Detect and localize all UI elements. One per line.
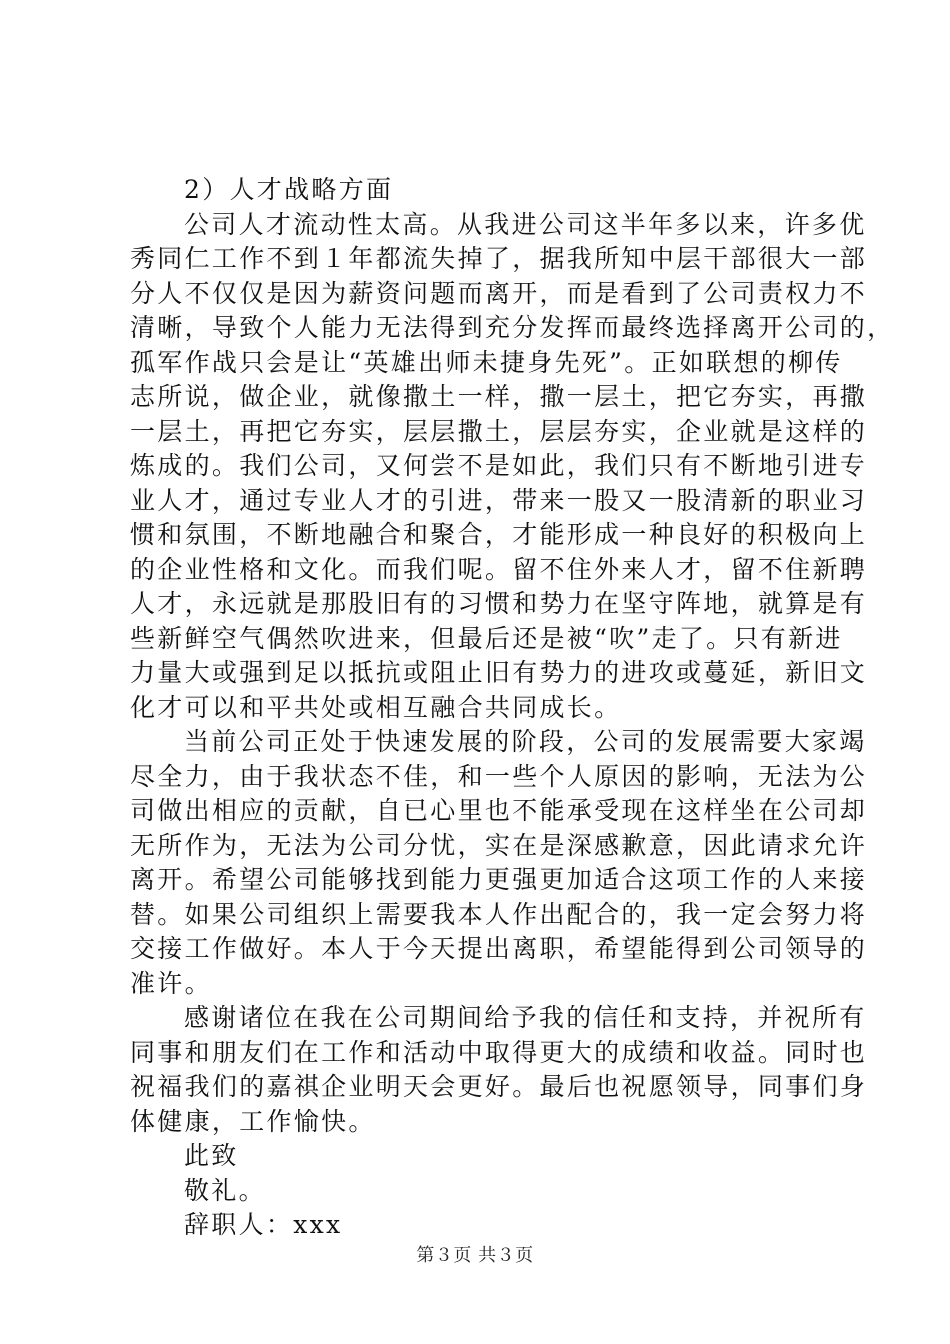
text-line: 交接工作做好。本人于今天提出离职，希望能得到公司领导的 <box>130 934 868 963</box>
text-line: 替。如果公司组织上需要我本人作出配合的，我一定会努力将 <box>130 899 868 929</box>
text-line: 秀同仁工作不到１年都流失掉了，据我所知中层干部很大一部 <box>130 244 868 273</box>
text-line: 一层土，再把它夯实，层层撒土，层层夯实，企业就是这样的 <box>130 416 868 446</box>
text-line: 孤军作战只会是让“英雄出师未捷身先死”。正如联想的柳传 <box>130 347 843 377</box>
text-line: 祝福我们的嘉祺企业明天会更好。最后也祝愿领导，同事们身 <box>130 1072 868 1101</box>
text-line: 无所作为，无法为公司分忧，实在是深感歉意，因此请求允许 <box>130 830 868 860</box>
text-line: 敬礼。 <box>184 1175 266 1205</box>
text-line: 些新鲜空气偶然吹进来，但最后还是被“吹”走了。只有新进 <box>130 623 843 653</box>
page-footer: 第３页 共３页 <box>416 1245 534 1266</box>
text-line: 尽全力，由于我状态不佳，和一些个人原因的影响，无法为公 <box>130 761 868 791</box>
text-line: 公司人才流动性太高。从我进公司这半年多以来，许多优 <box>184 209 867 239</box>
text-line: 的企业性格和文化。而我们呢。留不住外来人才，留不住新聘 <box>130 554 868 584</box>
text-line: 司做出相应的贡献，自已心里也不能承受现在这样坐在公司却 <box>130 796 868 825</box>
text-line: 化才可以和平共处或相互融合共同成长。 <box>130 692 622 722</box>
text-line: 当前公司正处于快速发展的阶段，公司的发展需要大家竭 <box>184 727 867 756</box>
text-line: 志所说，做企业，就像撒土一样，撒一层土，把它夯实，再撒 <box>130 382 868 411</box>
text-line: 人才，永远就是那股旧有的习惯和势力在坚守阵地，就算是有 <box>130 589 868 618</box>
text-line: 准许。 <box>130 968 212 998</box>
text-line: 炼成的。我们公司，又何尝不是如此，我们只有不断地引进专 <box>130 451 868 480</box>
text-line: 分人不仅仅是因为薪资问题而离开，而是看到了公司责权力不 <box>130 278 868 308</box>
text-line: 感谢诸位在我在公司期间给予我的信任和支持，并祝所有 <box>184 1003 867 1032</box>
text-line: 离开。希望公司能够找到能力更强更加适合这项工作的人来接 <box>130 865 868 894</box>
text-line: 辞职人：xxx <box>184 1210 343 1239</box>
text-line: 清晰，导致个人能力无法得到充分发挥而最终选择离开公司的， <box>130 313 895 342</box>
text-line: 业人才，通过专业人才的引进，带来一股又一股清新的职业习 <box>130 485 868 515</box>
text-line: 2）人才战略方面 <box>184 175 394 204</box>
text-line: 力量大或强到足以抵抗或阻止旧有势力的进攻或蔓延，新旧文 <box>130 658 868 687</box>
document-body <box>130 173 895 1243</box>
text-line: 同事和朋友们在工作和活动中取得更大的成绩和收益。同时也 <box>130 1037 868 1067</box>
text-line: 惯和氛围，不断地融合和聚合，才能形成一种良好的积极向上 <box>130 520 868 549</box>
text-line: 体健康，工作愉快。 <box>130 1106 376 1136</box>
text-line: 此致 <box>184 1141 239 1170</box>
